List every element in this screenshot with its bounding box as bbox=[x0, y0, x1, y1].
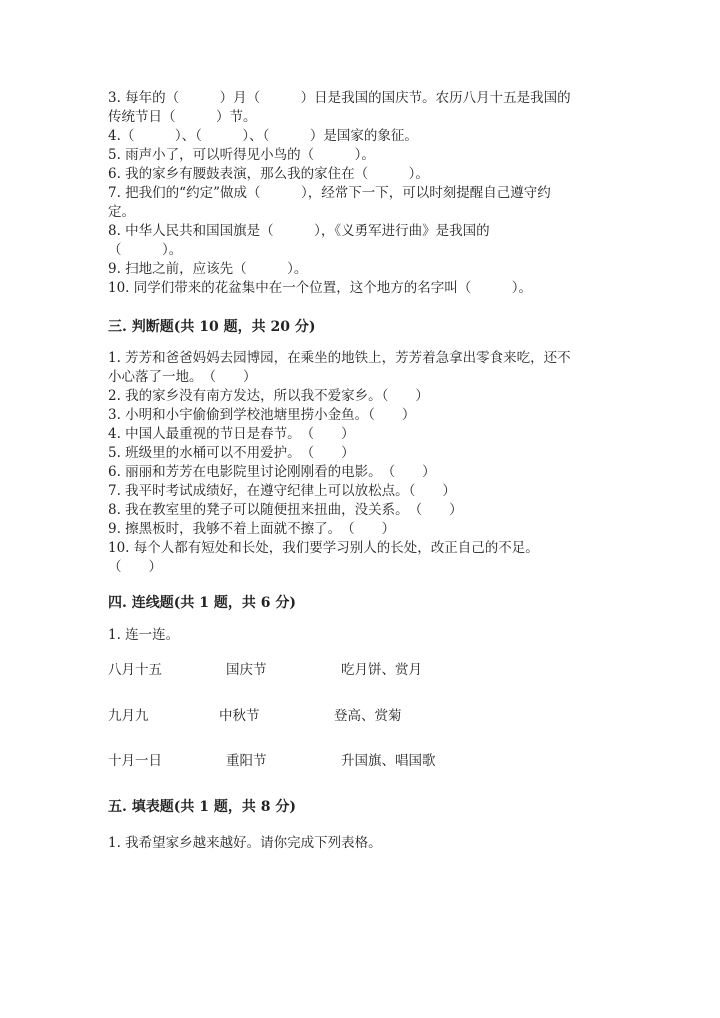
true-false-item-6: 6. 丽丽和芳芳在电影院里讨论刚刚看的电影。 （ ） bbox=[108, 464, 436, 480]
true-false-item-10-cont: （ ） bbox=[108, 559, 162, 575]
true-false-item-7: 7. 我平时考试成绩好，在遵守纪律上可以放松点。（ ） bbox=[108, 483, 456, 499]
matching-date: 九月九 bbox=[108, 708, 149, 724]
matching-date: 八月十五 bbox=[108, 662, 162, 678]
true-false-item-1-cont: 小心落了一地。 （ ） bbox=[108, 369, 257, 385]
true-false-item-10: 10. 每个人都有短处和长处，我们要学习别人的长处，改正自己的不足。 bbox=[108, 540, 539, 556]
true-false-item-4: 4. 中国人最重视的节日是春节。 （ ） bbox=[108, 426, 355, 442]
fill-table-question: 1. 我希望家乡越来越好。请你完成下列表格。 bbox=[108, 835, 382, 851]
true-false-item-2: 2. 我的家乡没有南方发达，所以我不爱家乡。（ ） bbox=[108, 388, 429, 404]
fill-blank-item-7-cont: 定。 bbox=[108, 204, 135, 220]
fill-blank-item-4: 4.（ ）、（ ）、（ ）是国家的象征。 bbox=[108, 128, 418, 144]
fill-blank-item-3: 3. 每年的（ ）月（ ）日是我国的国庆节。农历八月十五是我国的 bbox=[108, 90, 571, 106]
fill-blank-item-6: 6. 我的家乡有腰鼓表演，那么我的家住在（ ）。 bbox=[108, 166, 429, 182]
true-false-item-1: 1. 芳芳和爸爸妈妈去园博园，在乘坐的地铁上，芳芳着急拿出零食来吃，还不 bbox=[108, 350, 571, 366]
matching-festival: 重阳节 bbox=[226, 753, 267, 769]
fill-blank-item-10: 10. 同学们带来的花盆集中在一个位置，这个地方的名字叫（ ）。 bbox=[108, 280, 533, 296]
section-heading-true-false: 三. 判断题(共 10 题，共 20 分) bbox=[108, 319, 316, 335]
matching-custom: 吃月饼、赏月 bbox=[341, 662, 422, 678]
fill-blank-item-8-cont: （ ）。 bbox=[108, 242, 183, 258]
fill-blank-item-8: 8. 中华人民共和国国旗是（ ），《义勇军进行曲》是我国的 bbox=[108, 223, 490, 239]
matching-festival: 国庆节 bbox=[226, 662, 267, 678]
fill-blank-item-5: 5. 雨声小了，可以听得见小鸟的（ ）。 bbox=[108, 147, 375, 163]
true-false-item-5: 5. 班级里的水桶可以不用爱护。 （ ） bbox=[108, 445, 355, 461]
matching-festival: 中秋节 bbox=[219, 708, 260, 724]
fill-blank-item-3-cont: 传统节日（ ）节。 bbox=[108, 109, 257, 125]
fill-blank-item-7: 7. 把我们的“约定”做成（ ），经常下一下，可以时刻提醒自己遵守约 bbox=[108, 185, 551, 201]
fill-blank-item-9: 9. 扫地之前，应该先（ ）。 bbox=[108, 261, 308, 277]
true-false-item-3: 3. 小明和小宇偷偷到学校池塘里捞小金鱼。（ ） bbox=[108, 407, 416, 423]
section-heading-matching: 四. 连线题(共 1 题，共 6 分) bbox=[108, 595, 296, 611]
true-false-item-9: 9. 擦黑板时，我够不着上面就不擦了。 （ ） bbox=[108, 521, 396, 537]
matching-date: 十月一日 bbox=[108, 753, 162, 769]
matching-custom: 升国旗、唱国歌 bbox=[341, 753, 436, 769]
matching-question: 1. 连一连。 bbox=[108, 627, 180, 643]
true-false-item-8: 8. 我在教室里的凳子可以随便扭来扭曲，没关系。 （ ） bbox=[108, 502, 463, 518]
matching-custom: 登高、赏菊 bbox=[334, 708, 402, 724]
section-heading-fill-table: 五. 填表题(共 1 题，共 8 分) bbox=[108, 799, 296, 815]
